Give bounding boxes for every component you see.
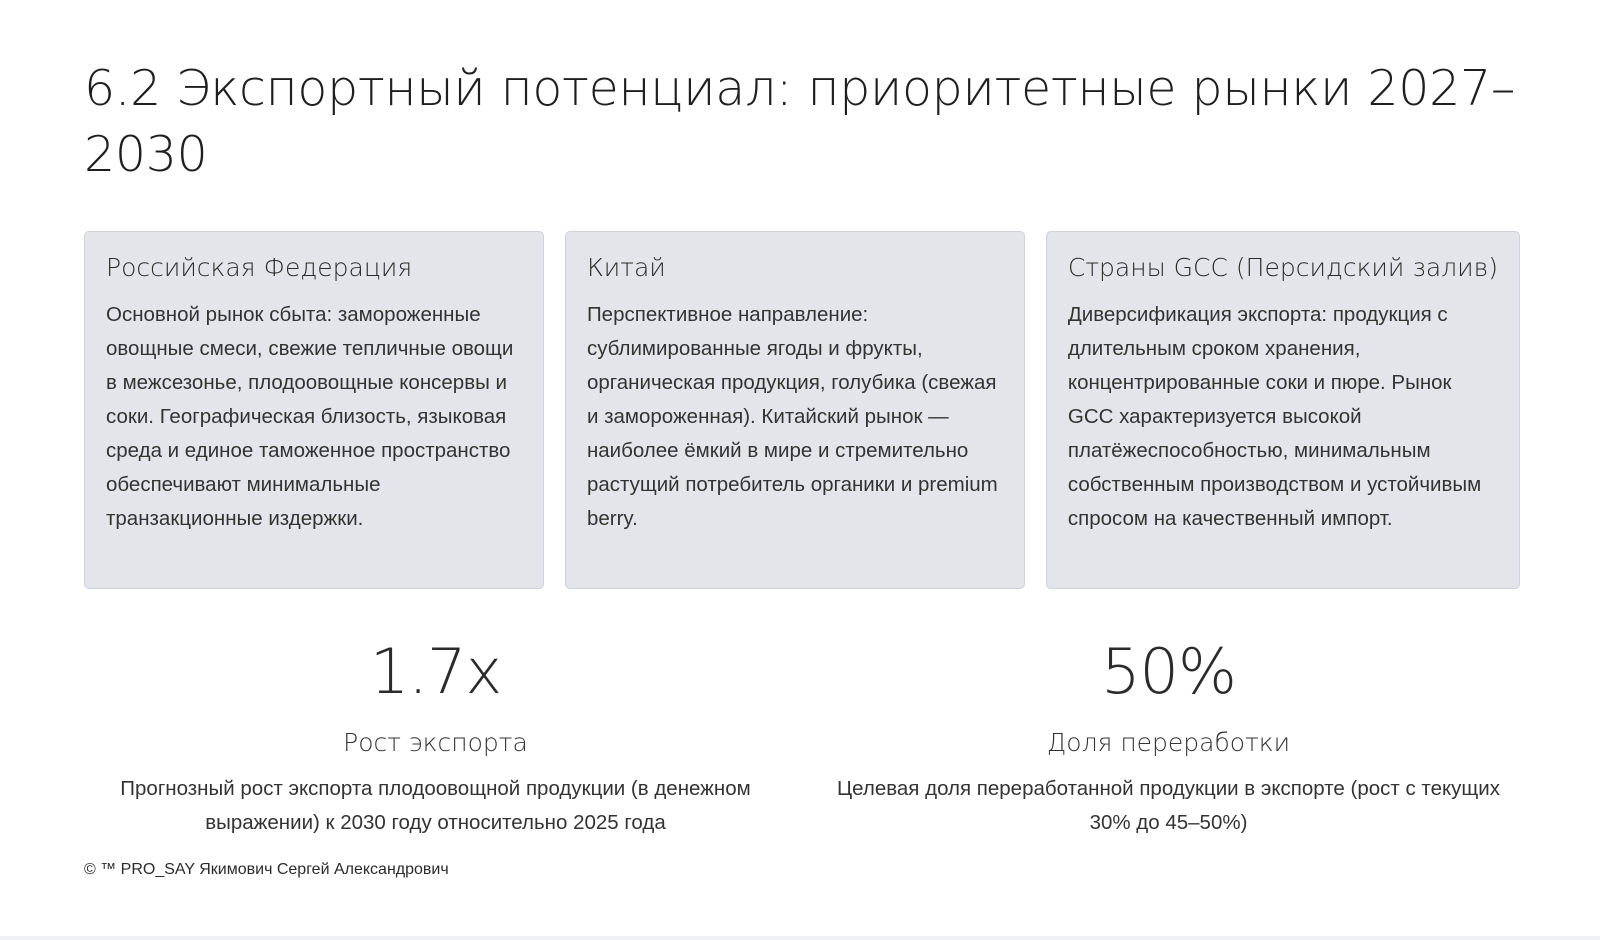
stat-export-growth bbox=[84, 632, 787, 840]
market-card-text: Основной рынок сбыта: замороженные овощные смеси, свежие тепличные овощи в межсезонье, плодоовощные консервы и соки. Географическая близость, языковая среда и единое таможенное пространство обеспечивают минимальные транзакционные издержки. bbox=[106, 303, 514, 530]
market-cards bbox=[84, 231, 1520, 589]
slide bbox=[84, 56, 1520, 834]
stat-value: 1.7x bbox=[369, 635, 502, 708]
market-card-russia bbox=[84, 231, 544, 589]
market-card-text: Диверсификация экспорта: продукция с длительным сроком хранения, концентрированные соки и пюре. Рынок GCC характеризуется высокой платёжеспособностью, минимальным собственным производством и устойчивым спросом на качественный импорт. bbox=[1067, 303, 1482, 530]
market-card-gcc bbox=[1046, 231, 1520, 589]
market-card-title: Китай bbox=[586, 253, 666, 282]
market-card-china bbox=[565, 231, 1025, 589]
market-card-title: Страны GCC (Персидский залив) bbox=[1067, 253, 1498, 282]
stat-description: Прогнозный рост экспорта плодоовощной продукции (в денежном выражении) к 2030 году относительно 2025 года bbox=[120, 777, 751, 834]
market-card-text: Перспективное направление: сублимированные ягоды и фрукты, органическая продукция, голубика (свежая и замороженная). Китайский рынок — наиболее ёмкий в мире и стремительно растущий потребитель органики и premium berry. bbox=[586, 303, 998, 530]
stat-description: Целевая доля переработанной продукции в экспорте (рост с текущих 30% до 45–50%) bbox=[837, 777, 1500, 834]
market-card-title: Российская Федерация bbox=[106, 253, 413, 282]
footer-copyright: © ™ PRO_SAY Якимович Сергей Александрович bbox=[84, 861, 449, 878]
stat-value: 50% bbox=[1101, 635, 1236, 708]
page-title: 6.2 Экспортный потенциал: приоритетные рынки 2027–2030 bbox=[84, 60, 1516, 183]
stats-row bbox=[84, 632, 1520, 840]
stat-label: Рост экспорта bbox=[343, 728, 528, 757]
stat-label: Доля переработки bbox=[1046, 728, 1291, 757]
bottom-divider bbox=[0, 936, 1600, 940]
stat-processing-share bbox=[817, 632, 1520, 840]
